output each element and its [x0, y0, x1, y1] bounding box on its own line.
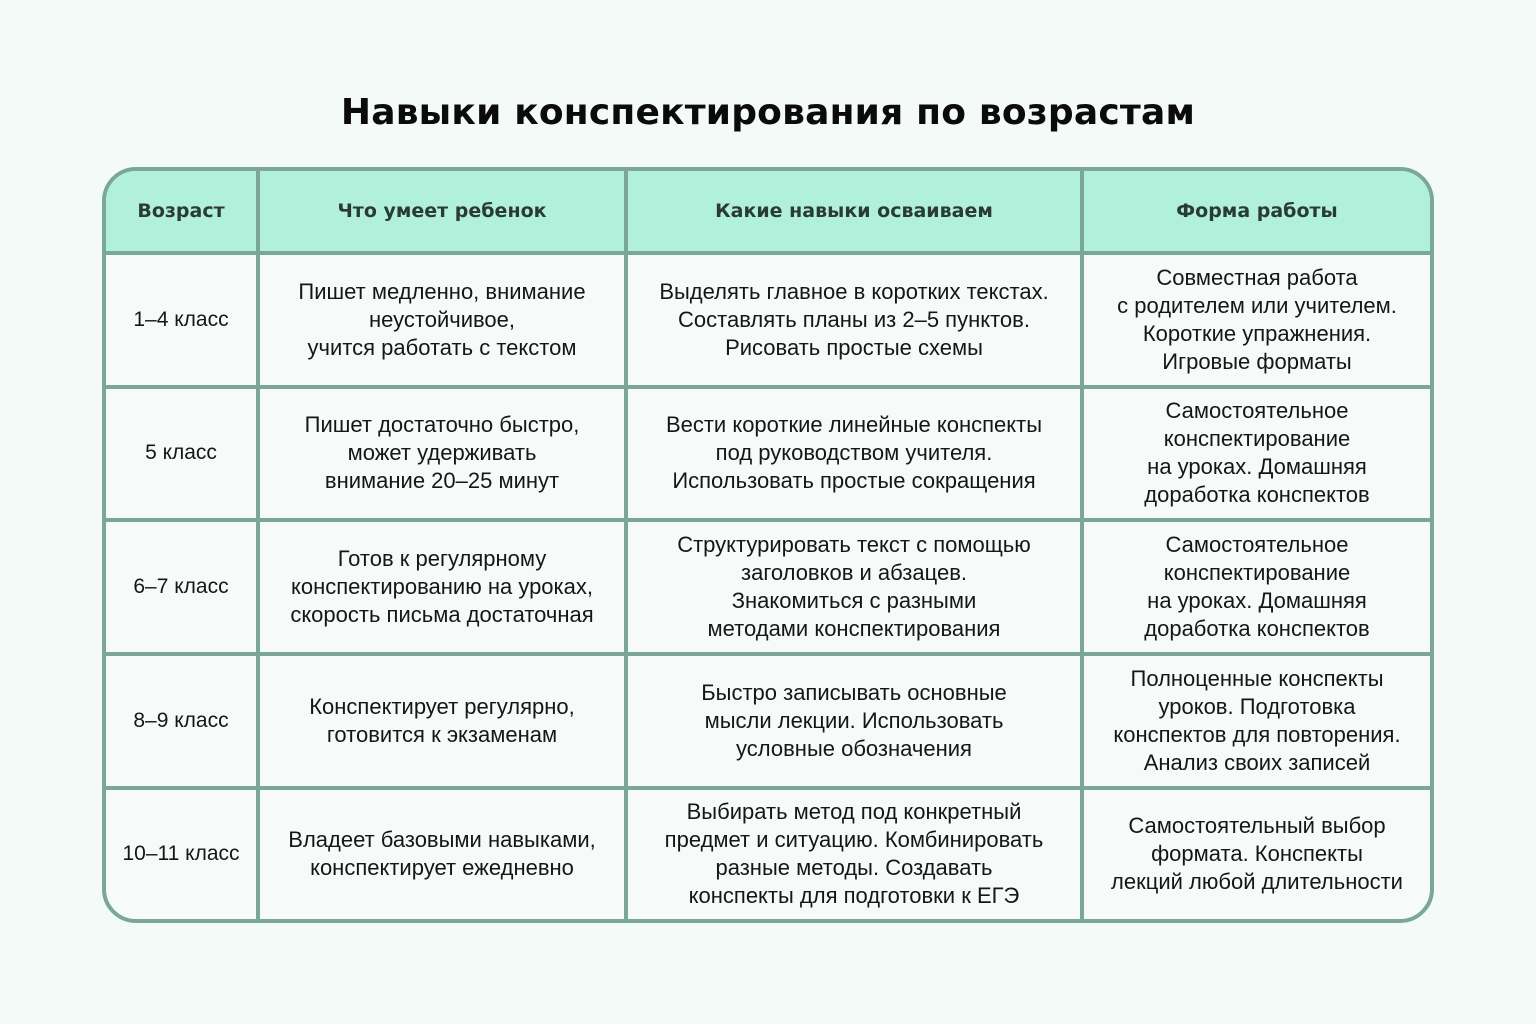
cell-skills: Вести короткие линейные конспекты под руководством учителя. Использовать простые сокращения — [626, 387, 1082, 521]
cell-age: 8–9 класс — [106, 654, 258, 788]
header-form: Форма работы — [1082, 171, 1430, 253]
cell-age: 1–4 класс — [106, 253, 258, 387]
cell-skills: Структурировать текст с помощью заголовков и абзацев. Знакомиться с разными методами конспектирования — [626, 520, 1082, 654]
header-can: Что умеет ребенок — [258, 171, 626, 253]
cell-can: Готов к регулярному конспектированию на уроках, скорость письма достаточная — [258, 520, 626, 654]
table-row — [106, 654, 1430, 788]
cell-age: 10–11 класс — [106, 788, 258, 919]
cell-skills: Выбирать метод под конкретный предмет и ситуацию. Комбинировать разные методы. Создавать конспекты для подготовки к ЕГЭ — [626, 788, 1082, 919]
cell-form: Самостоятельное конспектирование на уроках. Домашняя доработка конспектов — [1082, 520, 1430, 654]
cell-skills: Выделять главное в коротких текстах. Составлять планы из 2–5 пунктов. Рисовать простые схемы — [626, 253, 1082, 387]
cell-can: Пишет достаточно быстро, может удерживать внимание 20–25 минут — [258, 387, 626, 521]
cell-form: Совместная работа с родителем или учителем. Короткие упражнения. Игровые форматы — [1082, 253, 1430, 387]
table-row — [106, 520, 1430, 654]
cell-can: Пишет медленно, внимание неустойчивое, учится работать с текстом — [258, 253, 626, 387]
cell-can: Владеет базовыми навыками, конспектирует ежедневно — [258, 788, 626, 919]
cell-age: 5 класс — [106, 387, 258, 521]
cell-age: 6–7 класс — [106, 520, 258, 654]
table-row — [106, 788, 1430, 919]
table-row — [106, 387, 1430, 521]
cell-can: Конспектирует регулярно, готовится к экзаменам — [258, 654, 626, 788]
skills-table — [102, 167, 1434, 923]
header-skills: Какие навыки осваиваем — [626, 171, 1082, 253]
table-header-row — [106, 171, 1430, 253]
cell-skills: Быстро записывать основные мысли лекции. Использовать условные обозначения — [626, 654, 1082, 788]
cell-form: Полноценные конспекты уроков. Подготовка конспектов для повторения. Анализ своих записей — [1082, 654, 1430, 788]
table-row — [106, 253, 1430, 387]
cell-form: Самостоятельное конспектирование на уроках. Домашняя доработка конспектов — [1082, 387, 1430, 521]
page-title: Навыки конспектирования по возрастам — [340, 92, 1196, 134]
header-age: Возраст — [106, 171, 258, 253]
cell-form: Самостоятельный выбор формата. Конспекты лекций любой длительности — [1082, 788, 1430, 919]
